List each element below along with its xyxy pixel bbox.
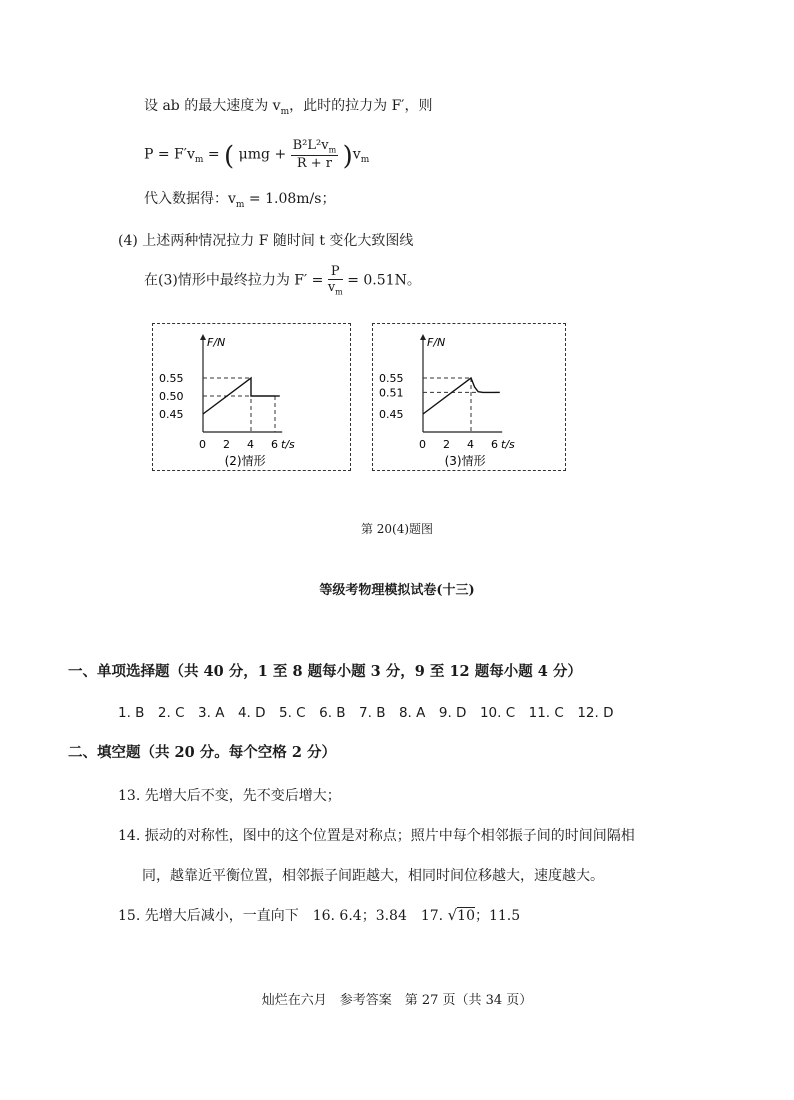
x-tick-label: 2	[223, 438, 230, 451]
section1-answers: 1. B 2. C 3. A 4. D 5. C 6. B 7. B 8. A 9. D 10. C 11. C 12. D	[118, 705, 614, 721]
x-tick-label: 4	[247, 438, 254, 451]
y-axis-arrow	[420, 334, 426, 340]
section2-heading: 二、填空题（共 20 分。每个空格 2 分）	[68, 744, 336, 761]
x-tick-label: 0	[199, 438, 206, 451]
x-tick-label: 6	[271, 438, 278, 451]
x-tick-label: 4	[467, 438, 474, 451]
max-speed-result: 代入数据得：$v_m = 1.08m/s$；	[144, 191, 336, 210]
part4-statement: (4) 上述两种情况拉力 F 随时间 t 变化大致图线	[118, 233, 414, 249]
x-tick-label: 0	[419, 438, 426, 451]
exam-title: 等级考物理模拟试卷(十三)	[319, 583, 475, 598]
x-axis-label: t/s	[501, 438, 515, 451]
figure-caption: 第 20(4)题图	[360, 522, 434, 536]
q13-answer: 13. 先增大后不变，先不变后增大；	[118, 788, 341, 804]
x-axis-label: t/s	[281, 438, 295, 451]
q14-answer-line2: 同，越靠近平衡位置，相邻振子间距越大，相同时间位移越大，速度越大。	[142, 868, 604, 884]
y-tick-label: 0.45	[159, 408, 184, 421]
y-axis-label: F/N	[207, 336, 226, 349]
q14-answer-line1: 14. 振动的对称性，图中的这个位置是对称点；照片中每个相邻振子间的时间间隔相	[118, 828, 635, 844]
y-tick-label: 0.51	[379, 386, 404, 400]
chart-case-2	[152, 323, 351, 471]
q15-17-answers: 15. 先增大后减小，一直向下 16. 6.4；3.84 17. √10；11.5	[118, 906, 521, 924]
chart-case-3-svg	[373, 324, 565, 470]
force-series-line	[423, 378, 495, 414]
y-tick-label: 0.50	[159, 390, 184, 403]
y-axis-arrow	[200, 334, 206, 340]
chart-caption: (2)情形	[224, 454, 266, 468]
chart-caption: (3)情形	[444, 454, 486, 468]
chart-case-3	[372, 323, 566, 471]
chart-case-2-svg	[153, 324, 350, 470]
y-axis-label: F/N	[427, 336, 446, 349]
final-force-formula: 在(3)情形中最终拉力为 F′ = $\frac{P}{v_m}$ = 0.51N。	[144, 264, 421, 297]
section1-heading: 一、单项选择题（共 40 分，1 至 8 题每小题 3 分，9 至 12 题每小题 4 分）	[68, 663, 582, 680]
power-formula: $P = F'v_m$ = ( μmg + $\frac{B^2L^2v_m}{R + r}$ )$v_m$	[144, 138, 370, 172]
y-tick-label: 0.55	[379, 372, 404, 385]
y-tick-label: 0.45	[379, 408, 404, 421]
y-tick-label: 0.55	[159, 372, 184, 385]
page-footer: 灿烂在六月 参考答案 第 27 页（共 34 页）	[261, 993, 533, 1008]
x-tick-label: 6	[491, 438, 498, 451]
max-speed-intro: 设 ab 的最大速度为 $v_m$，此时的拉力为 F′，则	[144, 98, 433, 117]
x-tick-label: 2	[443, 438, 450, 451]
